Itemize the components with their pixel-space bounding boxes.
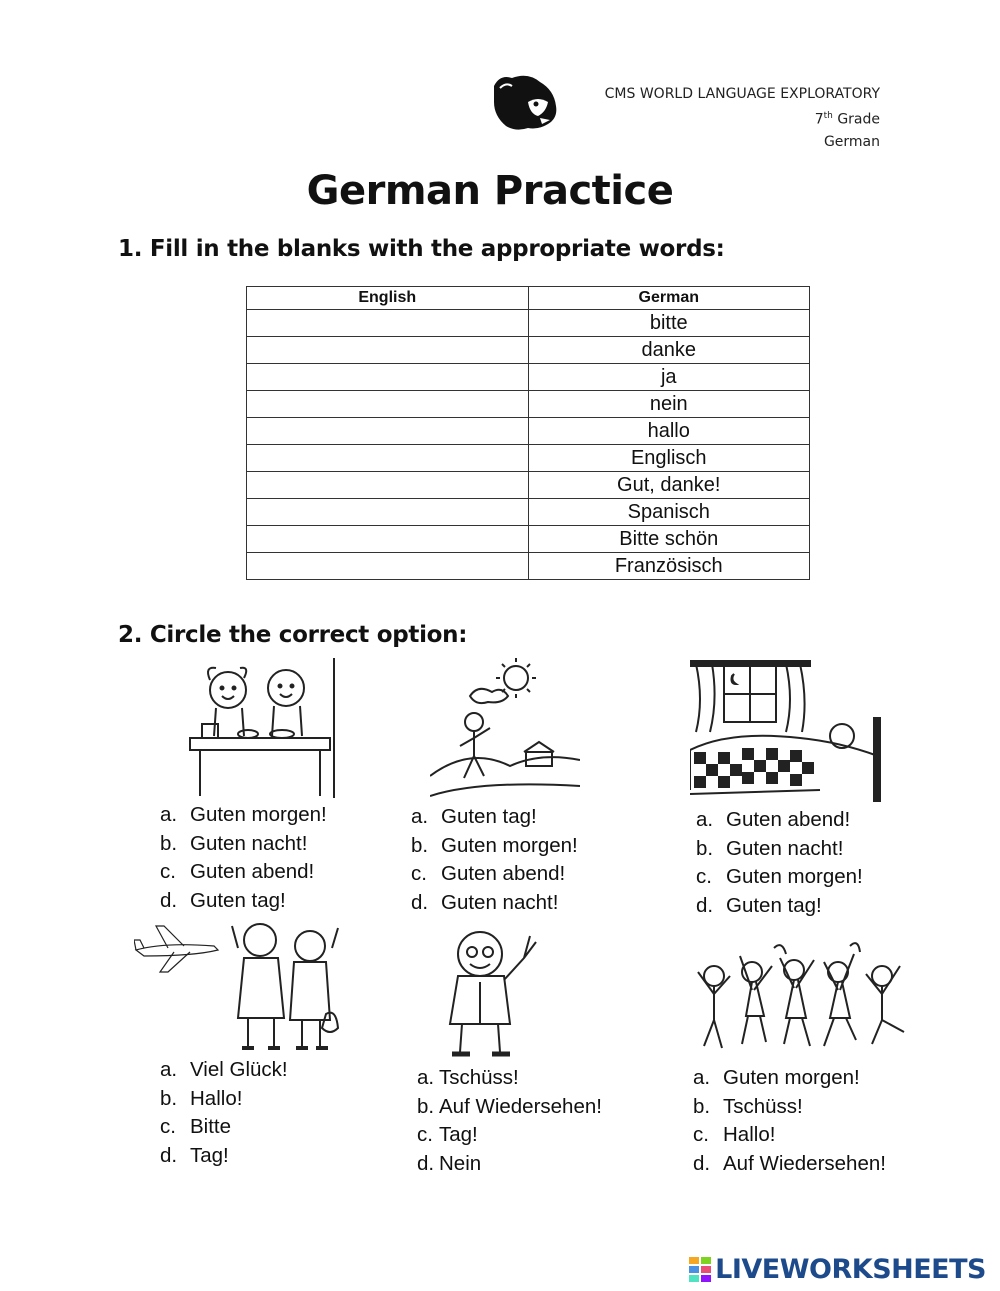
german-word: Englisch (528, 445, 810, 472)
question-5-options (417, 1064, 602, 1178)
question-1-options (160, 801, 327, 915)
option-b[interactable]: b. Auf Wiedersehen! (417, 1094, 602, 1118)
german-word: Gut, danke! (528, 472, 810, 499)
english-answer-field[interactable] (247, 337, 529, 364)
column-header-english: English (247, 287, 529, 310)
subject-line: German (823, 133, 880, 150)
option-a[interactable]: a. Guten tag! (411, 805, 537, 828)
option-d[interactable]: d. Auf Wiedersehen! (693, 1151, 886, 1175)
table-row (247, 499, 810, 526)
question-2-options (411, 803, 578, 917)
option-c[interactable]: c. Guten morgen! (696, 865, 863, 888)
table-header-row (247, 287, 810, 310)
german-word: Spanisch (528, 499, 810, 526)
option-c[interactable]: c. Bitte (160, 1115, 232, 1138)
english-answer-field[interactable] (247, 310, 529, 337)
table-row (247, 526, 810, 553)
option-b[interactable]: b. Guten morgen! (411, 833, 578, 857)
english-answer-field[interactable] (247, 499, 529, 526)
option-d[interactable]: d. Guten tag! (696, 893, 822, 917)
german-word: hallo (528, 418, 810, 445)
option-b[interactable]: b. Tschüss! (693, 1094, 803, 1118)
english-answer-field[interactable] (247, 364, 529, 391)
english-answer-field[interactable] (247, 391, 529, 418)
liveworksheets-logo-icon (689, 1257, 711, 1283)
table-row (247, 391, 810, 418)
option-b[interactable]: b. Guten nacht! (160, 831, 308, 855)
option-a[interactable]: a. Guten morgen! (693, 1066, 860, 1089)
question-6-options (693, 1064, 886, 1178)
option-a[interactable]: a. Tschüss! (417, 1066, 519, 1089)
brand-text: LIVEWORKSHEETS (715, 1254, 986, 1285)
table-row (247, 337, 810, 364)
school-line: CMS WORLD LANGUAGE EXPLORATORY (604, 86, 880, 102)
option-a[interactable]: a. Guten abend! (696, 808, 851, 831)
table-row (247, 472, 810, 499)
boy-sun-picture (430, 656, 580, 802)
sleeping-child-picture (690, 660, 882, 802)
german-word: Französisch (528, 553, 810, 580)
old-man-picture (438, 928, 542, 1060)
school-info (605, 83, 880, 153)
option-a[interactable]: a. Guten morgen! (160, 803, 327, 826)
option-c[interactable]: c. Guten abend! (411, 862, 566, 885)
question-4-options (160, 1056, 288, 1170)
option-a[interactable]: a. Viel Glück! (160, 1058, 288, 1081)
option-d[interactable]: d. Guten nacht! (411, 890, 559, 914)
option-c[interactable]: c. Tag! (417, 1123, 478, 1146)
table-row (247, 364, 810, 391)
table-row (247, 418, 810, 445)
vocab-table (246, 286, 810, 580)
grandparents-picture (134, 918, 346, 1052)
page-title: German Practice (306, 168, 674, 214)
english-answer-field[interactable] (247, 445, 529, 472)
english-answer-field[interactable] (247, 526, 529, 553)
section2-heading: 2. Circle the correct option: (118, 622, 468, 648)
english-answer-field[interactable] (247, 418, 529, 445)
section1-heading: 1. Fill in the blanks with the appropriate words: (118, 236, 725, 262)
english-answer-field[interactable] (247, 553, 529, 580)
german-word: bitte (528, 310, 810, 337)
question-3-options (696, 806, 863, 920)
option-c[interactable]: c. Guten abend! (160, 860, 315, 883)
german-word: Bitte schön (528, 526, 810, 553)
option-b[interactable]: b. Hallo! (160, 1086, 243, 1110)
option-d[interactable]: d. Nein (417, 1151, 482, 1175)
option-d[interactable]: d. Tag! (160, 1143, 229, 1167)
table-row (247, 553, 810, 580)
liveworksheets-brand (689, 1254, 986, 1285)
grade-line: 7th Grade (814, 111, 880, 128)
column-header-german: German (528, 287, 810, 310)
german-word: danke (528, 337, 810, 364)
option-b[interactable]: b. Guten nacht! (696, 836, 844, 860)
option-c[interactable]: c. Hallo! (693, 1123, 776, 1146)
option-d[interactable]: d. Guten tag! (160, 888, 286, 912)
panther-logo (488, 72, 560, 134)
german-word: nein (528, 391, 810, 418)
children-breakfast-picture (186, 658, 336, 798)
german-word: ja (528, 364, 810, 391)
table-row (247, 445, 810, 472)
table-row (247, 310, 810, 337)
jumping-children-picture (690, 936, 918, 1056)
english-answer-field[interactable] (247, 472, 529, 499)
